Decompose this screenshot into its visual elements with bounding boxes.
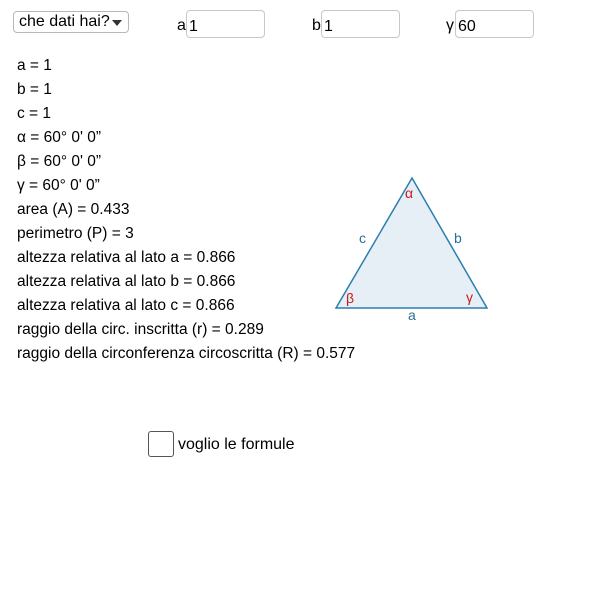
result-height-a: altezza relativa al lato a = 0.866	[17, 249, 236, 266]
result-angle-gamma: γ = 60° 0' 0”	[17, 177, 100, 194]
side-label-c: c	[359, 230, 366, 246]
formulas-checkbox[interactable]	[148, 431, 174, 457]
result-circumradius: raggio della circonferenza circoscritta (R) = 0.577	[17, 345, 356, 362]
side-label-a: a	[408, 307, 416, 323]
data-type-dropdown-label: che dati hai?	[19, 13, 110, 30]
result-side-b: b = 1	[17, 81, 52, 98]
input-a-label: a	[177, 17, 186, 34]
results-list	[17, 56, 355, 368]
result-side-a: a = 1	[17, 57, 52, 74]
input-gamma-label: γ	[446, 17, 454, 34]
input-gamma-field[interactable]: 60	[455, 10, 534, 38]
input-b-field[interactable]: 1	[321, 10, 400, 38]
result-side-c: c = 1	[17, 105, 52, 122]
input-b-label: b	[312, 17, 321, 34]
angle-label-alpha: α	[405, 185, 414, 201]
result-area: area (A) = 0.433	[17, 201, 130, 218]
result-inradius: raggio della circ. inscritta (r) = 0.289	[17, 321, 264, 338]
data-type-dropdown[interactable]	[13, 11, 129, 33]
chevron-down-icon	[112, 20, 122, 26]
result-angle-beta: β = 60° 0' 0”	[17, 153, 101, 170]
angle-label-beta: β	[346, 290, 355, 306]
triangle-diagram	[330, 172, 500, 332]
formulas-checkbox-label[interactable]: voglio le formule	[178, 436, 295, 453]
result-perimeter: perimetro (P) = 3	[17, 225, 134, 242]
angle-label-gamma: γ	[466, 289, 473, 305]
result-height-b: altezza relativa al lato b = 0.866	[17, 273, 236, 290]
result-height-c: altezza relativa al lato c = 0.866	[17, 297, 235, 314]
side-label-b: b	[454, 230, 462, 246]
result-angle-alpha: α = 60° 0' 0”	[17, 129, 102, 146]
input-a-field[interactable]: 1	[186, 10, 265, 38]
